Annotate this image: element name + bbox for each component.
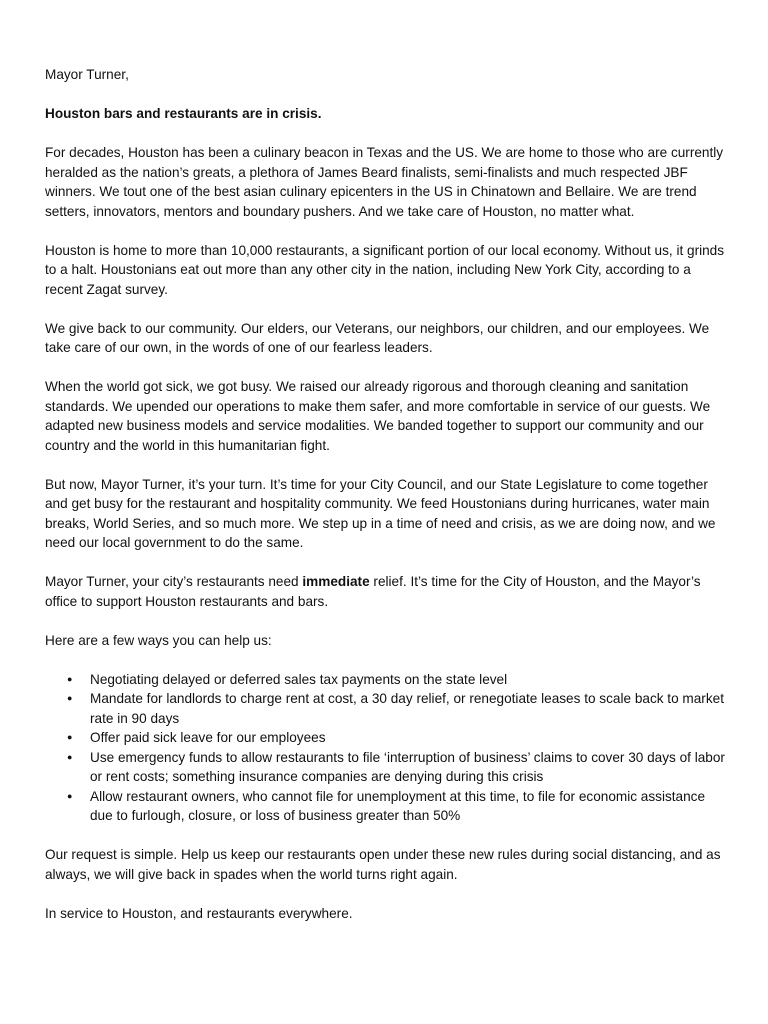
paragraph-restaurant-count: Houston is home to more than 10,000 restaurants, a significant portion of our local economy. Without us, it grinds to a halt. Houstonians eat out more than any other city in the nation, including New York City, according to a recent Zagat survey. (45, 242, 725, 297)
ways-intro: Here are a few ways you can help us: (45, 632, 272, 648)
list-item: ● Allow restaurant owners, who cannot file for unemployment at this time, to file for economic assistance due to furlough, closure, or loss of business greater than 50% (45, 787, 725, 826)
relief-emphasis: immediate (302, 574, 370, 589)
list-item: ● Offer paid sick leave for our employees (45, 728, 725, 748)
list-item: ● Use emergency funds to allow restaurants to file ‘interruption of business’ claims to cover 30 days of labor or rent costs; something insurance companies are denying during this crisis (45, 748, 725, 787)
paragraph-give-back: We give back to our community. Our elders, our Veterans, our neighbors, our children, and our employees. We take care of our own, in the words of one of our fearless leaders. (45, 320, 710, 355)
ways-list (45, 670, 725, 826)
relief-text-before: Mayor Turner, your city’s restaurants need (45, 574, 303, 589)
list-item: ● Negotiating delayed or deferred sales tax payments on the state level (45, 670, 725, 690)
salutation: Mayor Turner, (45, 67, 129, 82)
paragraph-got-busy: When the world got sick, we got busy. We raised our already rigorous and thorough cleaning and sanitation standards. We upended our operations to make them safer, and more comfortable in service of our guests. We adapted new business models and service modalities. We banded together to support our community and our country and the world in this humanitarian fight. (45, 379, 711, 453)
paragraph-your-turn: But now, Mayor Turner, it’s your turn. It’s time for your City Council, and our State Legislature to come together and get busy for the restaurant and hospitality community. We feed Houstonians during hurricanes, water main breaks, World Series, and so much more. We step up in a time of need and crisis, as we are doing now, and we need our local government to do the same. (45, 476, 716, 550)
paragraph-culinary-beacon: For decades, Houston has been a culinary beacon in Texas and the US. We are home to those who are currently heralded as the nation’s greats, a plethora of James Beard finalists, semi-finalists and much respected JBF winners. We tout one of the best asian culinary epicenters in the US in Chinatown and Bellaire. We are trend setters, innovators, mentors and boundary pushers. And we take care of Houston, no matter what. (45, 145, 724, 219)
headline: Houston bars and restaurants are in crisis. (45, 106, 322, 121)
paragraph-immediate-relief (45, 572, 725, 611)
paragraph-request: Our request is simple. Help us keep our restaurants open under these new rules during social distancing, and as always, we will give back in spades when the world turns right again. (45, 847, 721, 882)
letter-page (45, 65, 725, 943)
list-item: ● Mandate for landlords to charge rent at cost, a 30 day relief, or renegotiate leases to scale back to market rate in 90 days (45, 689, 725, 728)
relief-text-after: relief. It’s time for the City of Houston, and the Mayor’s office to support Houston restaurants and bars. (45, 574, 701, 609)
closing: In service to Houston, and restaurants everywhere. (45, 905, 353, 921)
